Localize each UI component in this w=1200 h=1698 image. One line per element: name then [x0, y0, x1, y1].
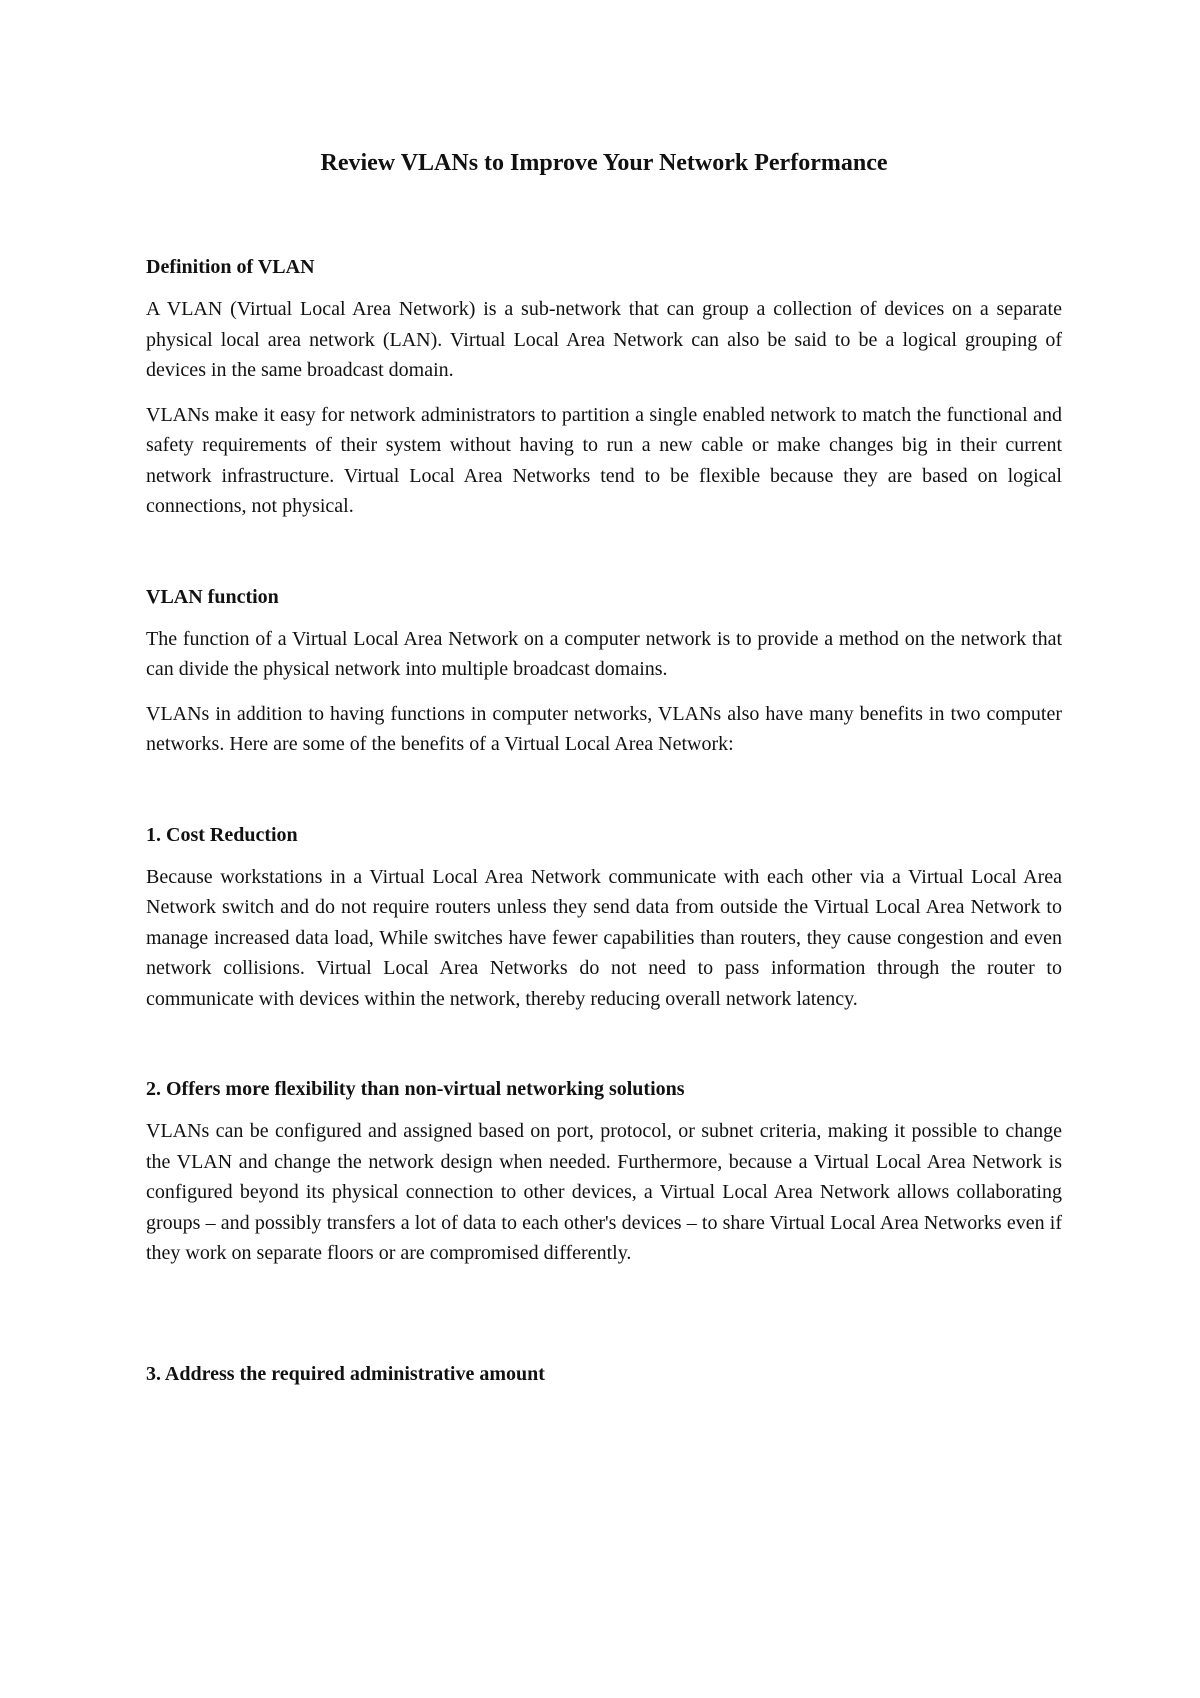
section-function [146, 582, 1062, 760]
paragraph: VLANs can be configured and assigned based on port, protocol, or subnet criteria, making it possible to change the VLAN and change the network design when needed. Furthermore, because a Virtual Local Area Network is configured beyond its physical connection to other devices, a Virtual Local Area Network allows collaborating groups – and possibly transfers a lot of data to each other's devices – to share Virtual Local Area Networks even if they work on separate floors or are compromised differently. [146, 1120, 1062, 1264]
section-heading-function: VLAN function [146, 585, 279, 608]
section-heading-flexibility: 2. Offers more flexibility than non-virtual networking solutions [146, 1078, 685, 1100]
section-heading-cost-reduction: 1. Cost Reduction [146, 823, 298, 846]
paragraph: A VLAN (Virtual Local Area Network) is a sub-network that can group a collection of devices on a separate physical local area network (LAN). Virtual Local Area Network can also be said to be a logical grouping of devices in the same broadcast domain. [146, 298, 1062, 381]
section-heading-definition: Definition of VLAN [146, 256, 315, 278]
section-flexibility [146, 1074, 1062, 1269]
section-cost-reduction [146, 820, 1062, 1015]
document-body [146, 146, 1062, 1389]
paragraph: Because workstations in a Virtual Local Area Network communicate with each other via a Virtual Local Area Network switch and do not require routers unless they send data from outside the Virtual Local Area Network to manage increased data load, While switches have fewer capabilities than routers, they cause congestion and even network collisions. Virtual Local Area Networks do not need to pass information through the router to communicate with devices within the network, thereby reducing overall network latency. [146, 865, 1062, 1010]
section-definition [146, 252, 1062, 522]
section-administrative [146, 1359, 1062, 1389]
paragraph: VLANs in addition to having functions in computer networks, VLANs also have many benefits in two computer networks. Here are some of the benefits of a Virtual Local Area Network: [146, 702, 1062, 755]
paragraph: The function of a Virtual Local Area Network on a computer network is to provide a method on the network that can divide the physical network into multiple broadcast domains. [146, 627, 1062, 680]
paragraph: VLANs make it easy for network administrators to partition a single enabled network to match the functional and safety requirements of their system without having to run a new cable or make changes big in their current network infrastructure. Virtual Local Area Networks tend to be flexible because they are based on logical connections, not physical. [146, 403, 1062, 517]
section-heading-administrative: 3. Address the required administrative amount [146, 1362, 545, 1385]
document-title: Review VLANs to Improve Your Network Performance [320, 150, 888, 176]
